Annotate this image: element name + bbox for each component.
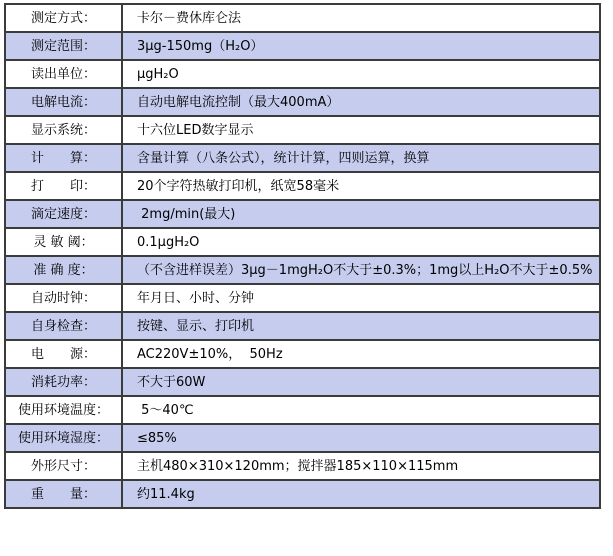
table-row: [5, 312, 600, 340]
spec-value: 主机480×310×120mm；搅拌器185×110×115mm: [122, 452, 600, 480]
table-row: [5, 4, 600, 32]
spec-label: 滴定速度：: [5, 200, 122, 228]
table-row: [5, 60, 600, 88]
spec-label: 外形尺寸：: [5, 452, 122, 480]
table-row: [5, 256, 600, 284]
spec-table: [4, 3, 601, 509]
spec-label: 重 量：: [5, 480, 122, 508]
spec-label: 电解电流：: [5, 88, 122, 116]
spec-value: 含量计算（八条公式），统计计算，四则运算，换算: [122, 144, 600, 172]
spec-label: 消耗功率：: [5, 368, 122, 396]
spec-label: 打 印：: [5, 172, 122, 200]
spec-value: 自动电解电流控制（最大400mA）: [122, 88, 600, 116]
spec-label: 自动时钟：: [5, 284, 122, 312]
table-row: [5, 200, 600, 228]
spec-label: 自身检查：: [5, 312, 122, 340]
spec-value: AC220V±10%， 50Hz: [122, 340, 600, 368]
spec-value: 2mg/min(最大): [122, 200, 600, 228]
table-row: [5, 284, 600, 312]
spec-label: 显示系统：: [5, 116, 122, 144]
table-row: [5, 340, 600, 368]
spec-value: 约11.4kg: [122, 480, 600, 508]
table-row: [5, 368, 600, 396]
table-row: [5, 396, 600, 424]
table-row: [5, 480, 600, 508]
table-row: [5, 424, 600, 452]
spec-label: 计 算：: [5, 144, 122, 172]
spec-value: 3μg-150mg（H₂O）: [122, 32, 600, 60]
spec-value: 十六位LED数字显示: [122, 116, 600, 144]
spec-value: 0.1μgH₂O: [122, 228, 600, 256]
spec-label: 灵 敏 阈：: [5, 228, 122, 256]
spec-value: ≤85%: [122, 424, 600, 452]
spec-label: 测定方式：: [5, 4, 122, 32]
spec-label: 电 源：: [5, 340, 122, 368]
table-row: [5, 88, 600, 116]
table-row: [5, 116, 600, 144]
spec-value: 年月日、小时、分钟: [122, 284, 600, 312]
spec-label: 读出单位：: [5, 60, 122, 88]
table-row: [5, 172, 600, 200]
spec-value: 卡尔－费休库仑法: [122, 4, 600, 32]
spec-value: 按键、显示、打印机: [122, 312, 600, 340]
table-row: [5, 144, 600, 172]
spec-value: 不大于60W: [122, 368, 600, 396]
spec-table-body: [5, 4, 600, 508]
table-row: [5, 32, 600, 60]
spec-value: 20个字符热敏打印机，纸宽58毫米: [122, 172, 600, 200]
spec-label: 测定范围：: [5, 32, 122, 60]
table-row: [5, 228, 600, 256]
spec-value: 5～40℃: [122, 396, 600, 424]
spec-label: 使用环境湿度：: [5, 424, 122, 452]
spec-label: 准 确 度：: [5, 256, 122, 284]
spec-value: （不含进样误差）3μg－1mgH₂O不大于±0.3%；1mg以上H₂O不大于±0.5%: [122, 256, 600, 284]
spec-value: μgH₂O: [122, 60, 600, 88]
spec-label: 使用环境温度：: [5, 396, 122, 424]
table-row: [5, 452, 600, 480]
